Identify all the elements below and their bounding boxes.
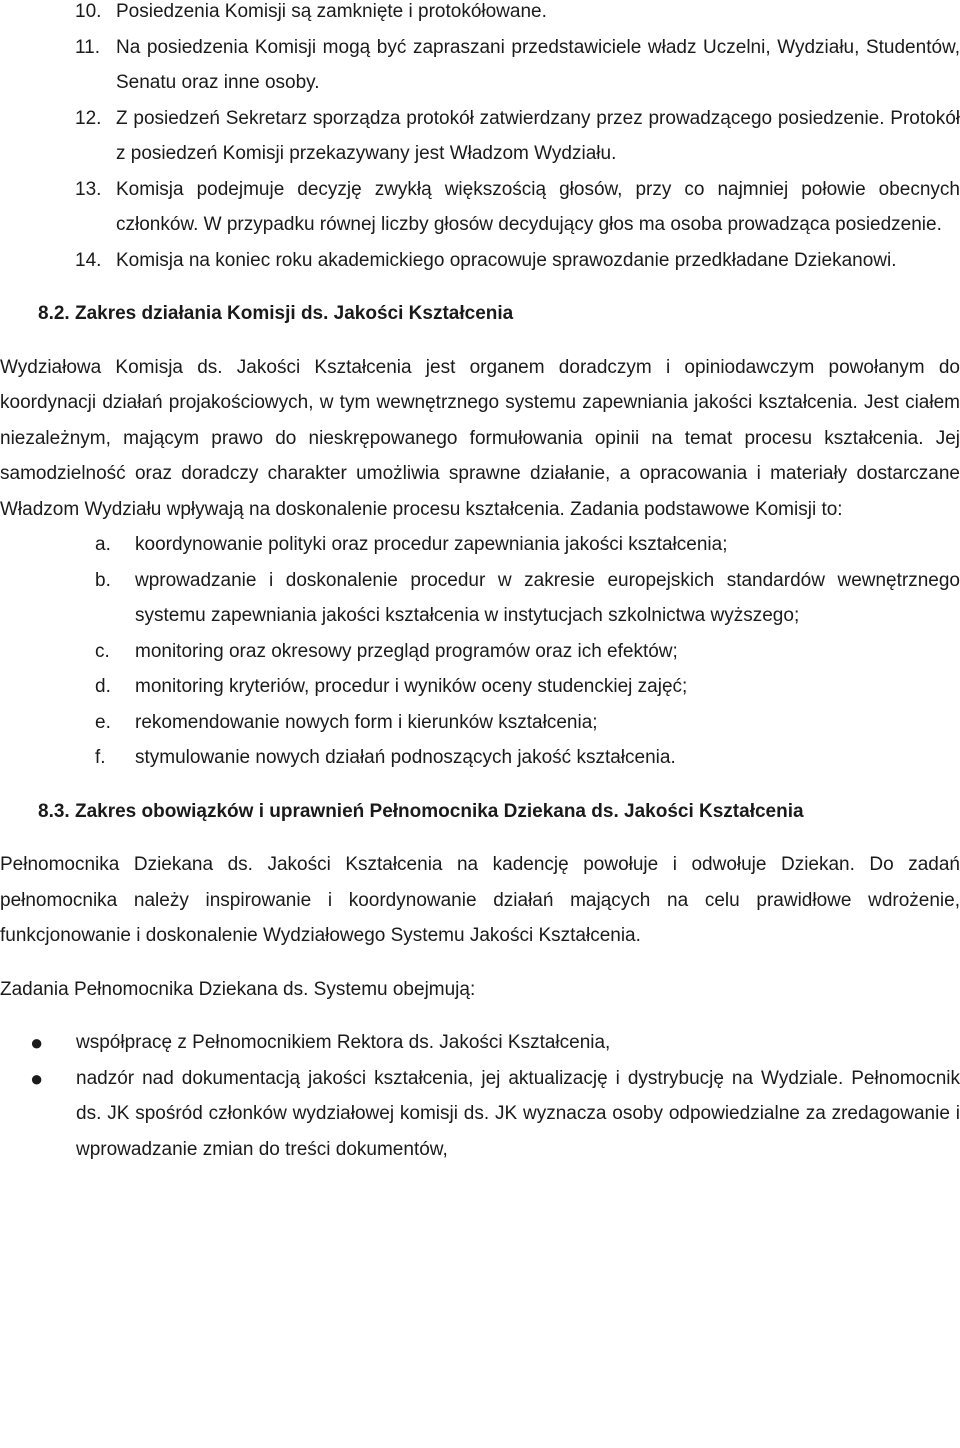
list-item bbox=[0, 243, 960, 279]
item-text: nadzór nad dokumentacją jakości kształcenia, jej aktualizację i dystrybucję na Wydziale. Pełnomocnik ds. JK spośród członków wydziałowej komisji ds. JK wyznacza osoby odpowiedzialne za zredagowanie i wprowadzanie zmian do treści dokumentów, bbox=[76, 1067, 960, 1160]
list-item bbox=[0, 172, 960, 243]
list-item bbox=[0, 634, 960, 670]
item-letter: f. bbox=[95, 747, 106, 768]
section-heading-8-3: 8.3. Zakres obowiązków i uprawnień Pełnomocnika Dziekana ds. Jakości Kształcenia bbox=[38, 800, 804, 822]
section-8-3-paragraph-1: Pełnomocnika Dziekana ds. Jakości Kształcenia na kadencję powołuje i odwołuje Dziekan. Do zadań pełnomocnika należy inspirowanie i koordynowanie działań mających na celu prawidłowe wdrożenie, funkcjonowanie i doskonalenie Wydziałowego Systemu Jakości Kształcenia. bbox=[0, 854, 960, 946]
item-letter: c. bbox=[95, 640, 110, 662]
tasks-list bbox=[0, 527, 960, 776]
item-letter: d. bbox=[95, 676, 111, 697]
list-item bbox=[0, 527, 960, 563]
list-item bbox=[0, 30, 960, 101]
spacer bbox=[0, 332, 960, 350]
item-number: 10. bbox=[75, 1, 102, 22]
item-text: monitoring oraz okresowy przegląd programów oraz ich efektów; bbox=[135, 640, 678, 662]
list-item bbox=[0, 740, 960, 776]
item-letter: e. bbox=[95, 711, 111, 733]
item-number: 12. bbox=[75, 107, 102, 129]
item-text: koordynowanie polityki oraz procedur zapewniania jakości kształcenia; bbox=[135, 534, 728, 555]
item-text: stymulowanie nowych działań podnoszących jakość kształcenia. bbox=[135, 747, 676, 768]
list-item bbox=[0, 563, 960, 634]
spacer bbox=[0, 829, 960, 847]
list-item bbox=[0, 0, 960, 30]
bullet-list bbox=[0, 1025, 960, 1167]
list-item bbox=[0, 101, 960, 172]
item-text: Komisja na koniec roku akademickiego opracowuje sprawozdanie przedkładane Dziekanowi. bbox=[116, 249, 897, 271]
item-number: 11. bbox=[75, 36, 101, 58]
bullet-icon: ● bbox=[30, 1030, 44, 1055]
item-text: współpracę z Pełnomocnikiem Rektora ds. Jakości Kształcenia, bbox=[76, 1032, 611, 1053]
item-number: 13. bbox=[75, 178, 102, 200]
item-text: Z posiedzeń Sekretarz sporządza protokół zatwierdzany przez prowadzącego posiedzenie. Protokół z posiedzeń Komisji przekazywany jest Władzom Wydziału. bbox=[116, 107, 960, 164]
spacer bbox=[0, 954, 960, 972]
section-8-2-paragraph: Wydziałowa Komisja ds. Jakości Kształcenia jest organem doradczym i opiniodawczym powołanym do koordynacji działań projakościowych, w tym wewnętrznego systemu zapewniania jakości kształcenia. Jest ciałem niezależnym, mającym prawo do nieskrępowanego formułowania opinii na temat procesu kształcenia. Jej samodzielność oraz doradczy charakter umożliwia sprawne działanie, a opracowania i materiały dostarczane Władzom Wydziału wpływają na doskonalenie procesu kształcenia. Zadania podstawowe Komisji to: bbox=[0, 356, 960, 520]
item-text: monitoring kryteriów, procedur i wyników oceny studenckiej zajęć; bbox=[135, 676, 688, 697]
item-text: Posiedzenia Komisji są zamknięte i protokółowane. bbox=[116, 1, 547, 22]
item-text: Komisja podejmuje decyzję zwykłą większością głosów, przy co najmniej połowie obecnych członków. W przypadku równej liczby głosów decydujący głos ma osoba prowadząca posiedzenie. bbox=[116, 178, 960, 235]
list-item bbox=[0, 1061, 960, 1168]
bullet-icon: ● bbox=[30, 1065, 44, 1091]
item-text: wprowadzanie i doskonalenie procedur w zakresie europejskich standardów wewnętrznego systemu zapewniania jakości kształcenia w instytucjach szkolnictwa wyższego; bbox=[135, 569, 960, 626]
list-item bbox=[0, 1025, 960, 1061]
list-item bbox=[0, 705, 960, 741]
item-letter: a. bbox=[95, 534, 111, 555]
item-text: Na posiedzenia Komisji mogą być zapraszani przedstawiciele władz Uczelni, Wydziału, Studentów, Senatu oraz inne osoby. bbox=[116, 36, 960, 93]
numbered-list bbox=[0, 0, 960, 278]
item-number: 14. bbox=[75, 249, 102, 271]
item-text: rekomendowanie nowych form i kierunków kształcenia; bbox=[135, 711, 598, 733]
item-letter: b. bbox=[95, 569, 111, 591]
list-item bbox=[0, 669, 960, 705]
section-heading-8-2: 8.2. Zakres działania Komisji ds. Jakości Kształcenia bbox=[38, 303, 514, 324]
spacer bbox=[0, 1007, 960, 1025]
section-8-3-paragraph-2: Zadania Pełnomocnika Dziekana ds. Systemu obejmują: bbox=[0, 978, 476, 1000]
